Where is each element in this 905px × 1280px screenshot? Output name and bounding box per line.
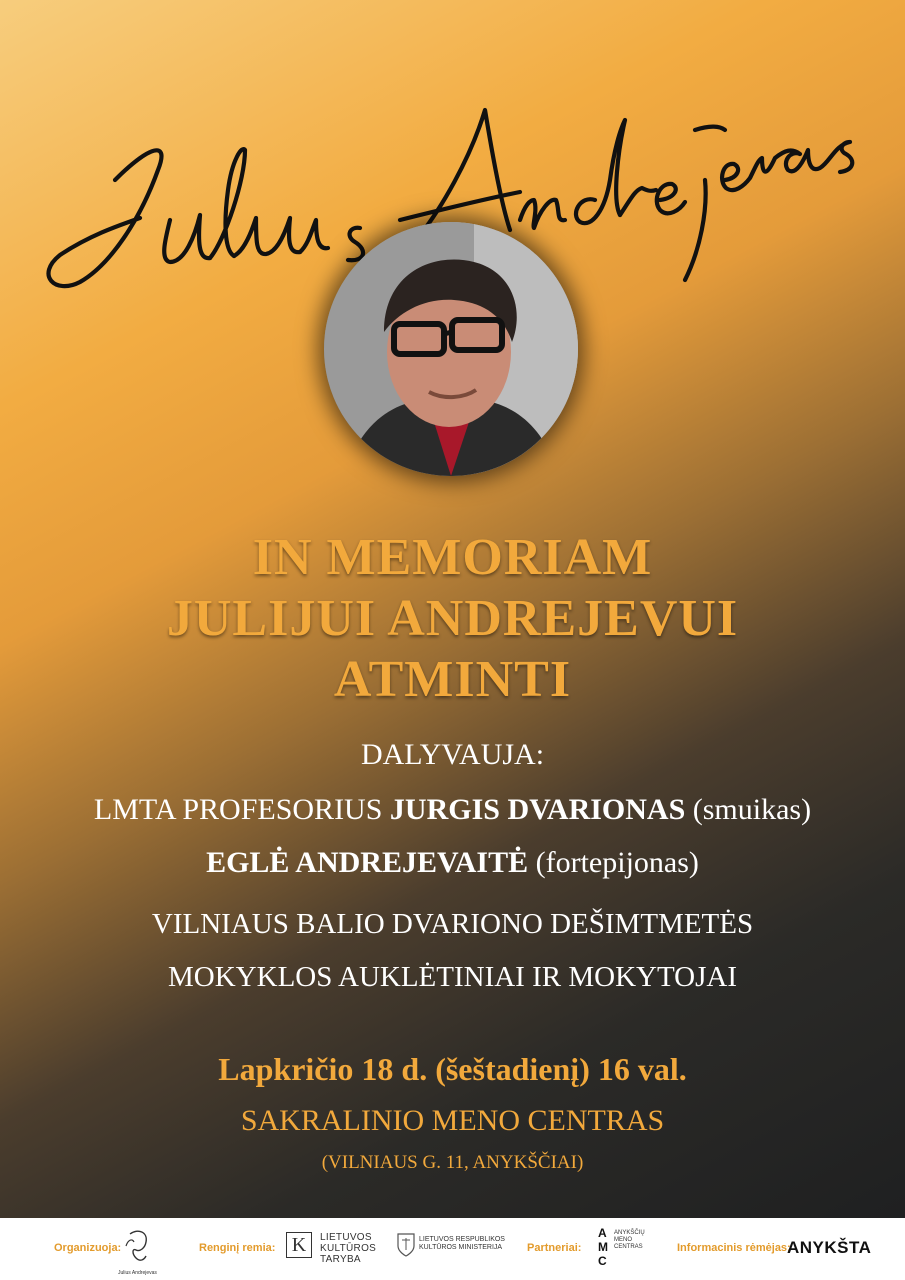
- school-line-2: MOKYKLOS AUKLĖTINIAI IR MOKYTOJAI: [168, 961, 737, 993]
- ministry-emblem-icon: [396, 1232, 416, 1258]
- participant-1-prefix: LMTA PROFESORIUS: [93, 793, 383, 826]
- participant-2-instrument: (fortepijonas): [535, 846, 699, 879]
- event-venue: SAKRALINIO MENO CENTRAS: [240, 1104, 665, 1137]
- organizer-logo: [118, 1226, 158, 1274]
- anyksta-logo: ANYKŠTA: [787, 1238, 872, 1257]
- portrait-photo: [324, 222, 578, 476]
- ministry-line-1: LIETUVOS RESPUBLIKOS: [419, 1236, 505, 1243]
- kultura-taryba-logo: K: [286, 1232, 312, 1258]
- kt-line-3: TARYBA: [320, 1254, 361, 1265]
- headline-line-1: IN MEMORIAM: [252, 529, 653, 586]
- participant-2-name: EGLĖ ANDREJEVAITĖ: [206, 846, 529, 879]
- footer-sponsors: [0, 1218, 905, 1280]
- participant-1: [0, 793, 905, 827]
- kt-line-2: KULTŪROS: [320, 1243, 377, 1254]
- event-address: (VILNIAUS G. 11, ANYKŠČIAI): [321, 1152, 584, 1173]
- kt-line-1: LIETUVOS: [320, 1232, 372, 1243]
- media-label: Informacinis rėmėjas:: [677, 1242, 791, 1254]
- ministry-line-2: KULTŪROS MINISTERIJA: [419, 1244, 503, 1251]
- participant-1-name: JURGIS DVARIONAS: [389, 793, 686, 826]
- headline-line-3: ATMINTI: [333, 651, 572, 708]
- portrait-illustration: [324, 222, 578, 476]
- organizer-label: Organizuoja:: [54, 1242, 122, 1254]
- support-label: Renginį remia:: [199, 1242, 276, 1254]
- participants-label: DALYVAUJA:: [360, 738, 545, 771]
- participant-2: [0, 846, 905, 880]
- kultura-taryba-text: [320, 1232, 376, 1265]
- amc-text: [614, 1230, 645, 1251]
- school-line-1: VILNIAUS BALIO DVARIONO DEŠIMTMETĖS: [151, 908, 754, 940]
- partners-label: Partneriai:: [527, 1242, 582, 1254]
- ministry-text: [419, 1236, 505, 1252]
- amc-logo: AMC: [598, 1226, 608, 1268]
- amc-line-2: MENO: [614, 1237, 632, 1243]
- headline-line-2: JULIJUI ANDREJEVUI: [166, 590, 739, 647]
- amc-line-1: ANYKŠČIŲ: [614, 1230, 645, 1236]
- participant-1-instrument: (smuikas): [692, 793, 812, 826]
- amc-line-3: CENTRAS: [614, 1244, 643, 1250]
- event-date: Lapkričio 18 d. (šeštadienį) 16 val.: [218, 1051, 687, 1087]
- organizer-logo-text: Julius Andrejevas: [118, 1270, 157, 1276]
